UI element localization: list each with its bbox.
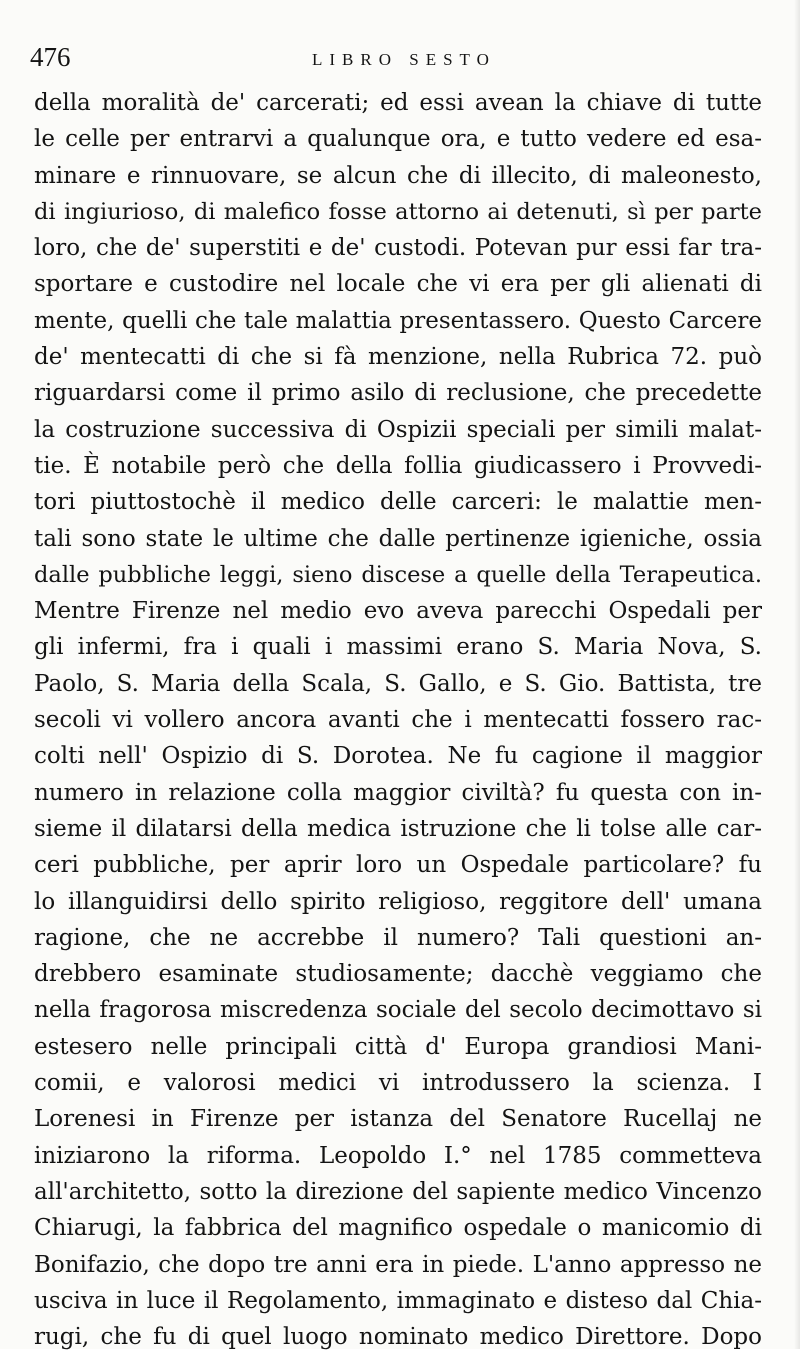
text-line: della moralità de' carcerati; ed essi avean la chiave di tutte — [34, 90, 762, 116]
page-edge-shadow — [794, 0, 800, 1349]
page-header — [30, 40, 770, 80]
body-text — [34, 85, 762, 1355]
text-line: tie. È notabile però che della follia giudicassero i Provvedi- — [34, 452, 762, 479]
text-line: usciva in luce il Regolamento, immaginato e disteso dal Chia- — [34, 1287, 762, 1314]
text-line: drebbero esaminate studiosamente; dacchè veggiamo che — [34, 961, 762, 988]
text-line: loro, che de' superstiti e de' custodi. Potevan pur essi far tra- — [34, 235, 762, 262]
text-line: Bonifazio, che dopo tre anni era in piede. L'anno appresso ne — [34, 1251, 762, 1278]
text-line: di ingiurioso, di malefico fosse attorno ai detenuti, sì per parte — [34, 198, 762, 225]
page-number: 476 — [30, 42, 71, 72]
text-line: colti nell' Ospizio di S. Dorotea. Ne fu cagione il maggior — [34, 743, 762, 770]
text-line: rugi, che fu di quel luogo nominato medico Direttore. Dopo — [34, 1324, 762, 1351]
text-line: Mentre Firenze nel medio evo aveva parecchi Ospedali per — [34, 598, 762, 625]
text-line: Paolo, S. Maria della Scala, S. Gallo, e S. Gio. Battista, tre — [34, 670, 762, 697]
text-line: iniziarono la riforma. Leopoldo I.° nel 1785 commetteva — [34, 1142, 762, 1169]
text-line: comii, e valorosi medici vi introdussero la scienza. I — [34, 1070, 762, 1097]
text-line: le celle per entrarvi a qualunque ora, e tutto vedere ed esa- — [34, 126, 762, 153]
text-line: de' mentecatti di che si fà menzione, nella Rubrica 72. può — [34, 344, 762, 371]
text-line: sieme il dilatarsi della medica istruzione che li tolse alle car- — [34, 815, 762, 842]
text-line: lo illanguidirsi dello spirito religioso, reggitore dell' umana — [34, 888, 762, 915]
running-head: LIBRO SESTO — [312, 50, 496, 69]
text-line: estesero nelle principali città d' Europa grandiosi Mani- — [34, 1033, 762, 1060]
text-line: mente, quelli che tale malattia presentassero. Questo Carcere — [34, 307, 762, 334]
text-line: nella fragorosa miscredenza sociale del secolo decimottavo si — [34, 997, 762, 1024]
text-line: sportare e custodire nel locale che vi era per gli alienati di — [34, 271, 762, 298]
text-line: ragione, che ne accrebbe il numero? Tali questioni an- — [34, 924, 762, 951]
text-line: minare e rinnuovare, se alcun che di illecito, di maleonesto, — [34, 162, 762, 189]
text-line: tali sono state le ultime che dalle pertinenze igieniche, ossia — [34, 525, 762, 552]
text-line: numero in relazione colla maggior civiltà? fu questa con in- — [34, 779, 762, 806]
text-line: Chiarugi, la fabbrica del magnifico ospedale o manicomio di — [34, 1215, 762, 1242]
text-line: all'architetto, sotto la direzione del sapiente medico Vincenzo — [34, 1178, 762, 1205]
text-line: riguardarsi come il primo asilo di reclusione, che precedette — [34, 380, 762, 407]
text-line: tori piuttostochè il medico delle carceri: le malattie men- — [34, 489, 762, 516]
text-line: secoli vi vollero ancora avanti che i mentecatti fossero rac- — [34, 707, 762, 734]
text-line: gli infermi, fra i quali i massimi erano S. Maria Nova, S. — [34, 634, 762, 661]
text-line: Lorenesi in Firenze per istanza del Senatore Rucellaj ne — [34, 1106, 762, 1133]
text-line: la costruzione successiva di Ospizii speciali per simili malat- — [34, 416, 762, 443]
text-line: ceri pubbliche, per aprir loro un Ospedale particolare? fu — [34, 852, 762, 879]
text-line: dalle pubbliche leggi, sieno discese a quelle della Terapeutica. — [34, 561, 762, 588]
